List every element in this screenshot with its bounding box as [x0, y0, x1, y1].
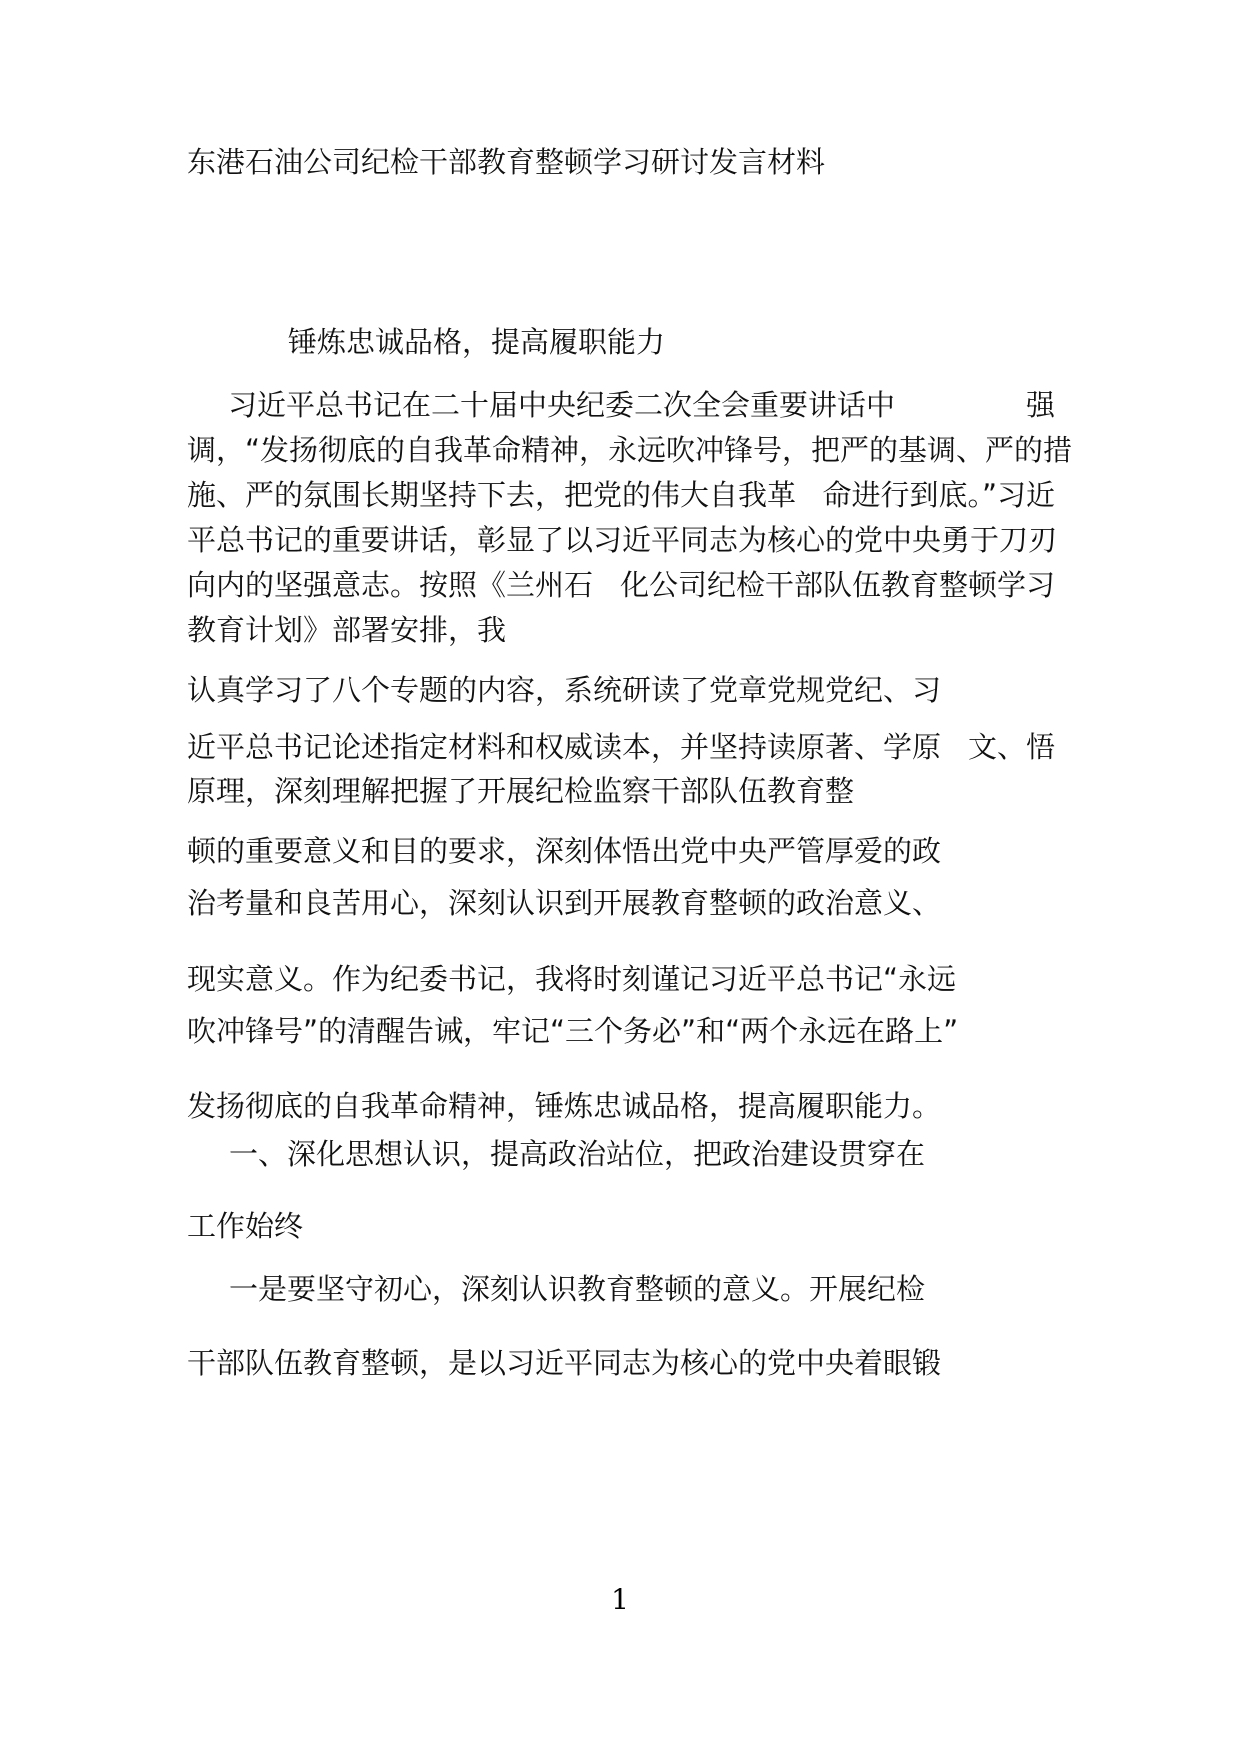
- paragraph-line: 发扬彻底的自我革命精神，锤炼忠诚品格，提高履职能力。: [187, 1089, 942, 1123]
- paragraph-line: 现实意义。作为纪委书记，我将时刻谨记习近平总书记“永远: [187, 962, 957, 996]
- paragraph-line: 教育计划》部署安排，我: [187, 613, 507, 647]
- paragraph-line: 顿的重要意义和目的要求，深刻体悟出党中央严管厚爱的政: [187, 834, 942, 868]
- paragraph-line: 习近平总书记在二十届中央纪委二次全会重要讲话中 强: [228, 388, 1055, 422]
- paragraph-line: 施、严的氛围长期坚持下去，把党的伟大自我革 命进行到底。”习近: [187, 478, 1055, 512]
- paragraph-line: 原理，深刻理解把握了开展纪检监察干部队伍教育整: [187, 774, 855, 808]
- paragraph-line: 干部队伍教育整顿，是以习近平同志为核心的党中央着眼锻: [187, 1346, 942, 1380]
- paragraph-line: 向内的坚强意志。按照《兰州石 化公司纪检干部队伍教育整顿学习: [187, 568, 1055, 602]
- paragraph-line: 认真学习了八个专题的内容，系统研读了党章党规党纪、习: [187, 673, 942, 707]
- paragraph-line: 治考量和良苦用心，深刻认识到开展教育整顿的政治意义、: [187, 886, 942, 920]
- section-heading-continued: 工作始终: [187, 1209, 304, 1243]
- paragraph-line: 吹冲锋号”的清醒告诫，牢记“三个务必”和“两个永远在路上”: [187, 1014, 959, 1048]
- paragraph-line: 平总书记的重要讲话，彰显了以习近平同 志为核心的党中央勇于刀刃: [187, 523, 1058, 557]
- paragraph-line: 近平总书记论述指定材料和权威读本，并坚持读原著、学原 文、悟: [187, 730, 1055, 764]
- section-heading: 一、深化思想认识，提高政治站位，把政治建设贯穿在: [229, 1137, 926, 1171]
- paragraph-line: 调，“发扬彻底的自我革命精神，永远吹冲锋号，把严的基 调、严的措: [187, 433, 1073, 467]
- page-number: 1: [611, 1583, 629, 1616]
- paragraph-line: 一是要坚守初心，深刻认识教育整顿的意义。开展纪检: [229, 1272, 926, 1306]
- speech-heading: 锤炼忠诚品格，提高履职能力: [288, 325, 666, 359]
- document-title: 东港石油公司纪检干部教育整顿学习研讨发言材料: [187, 145, 826, 179]
